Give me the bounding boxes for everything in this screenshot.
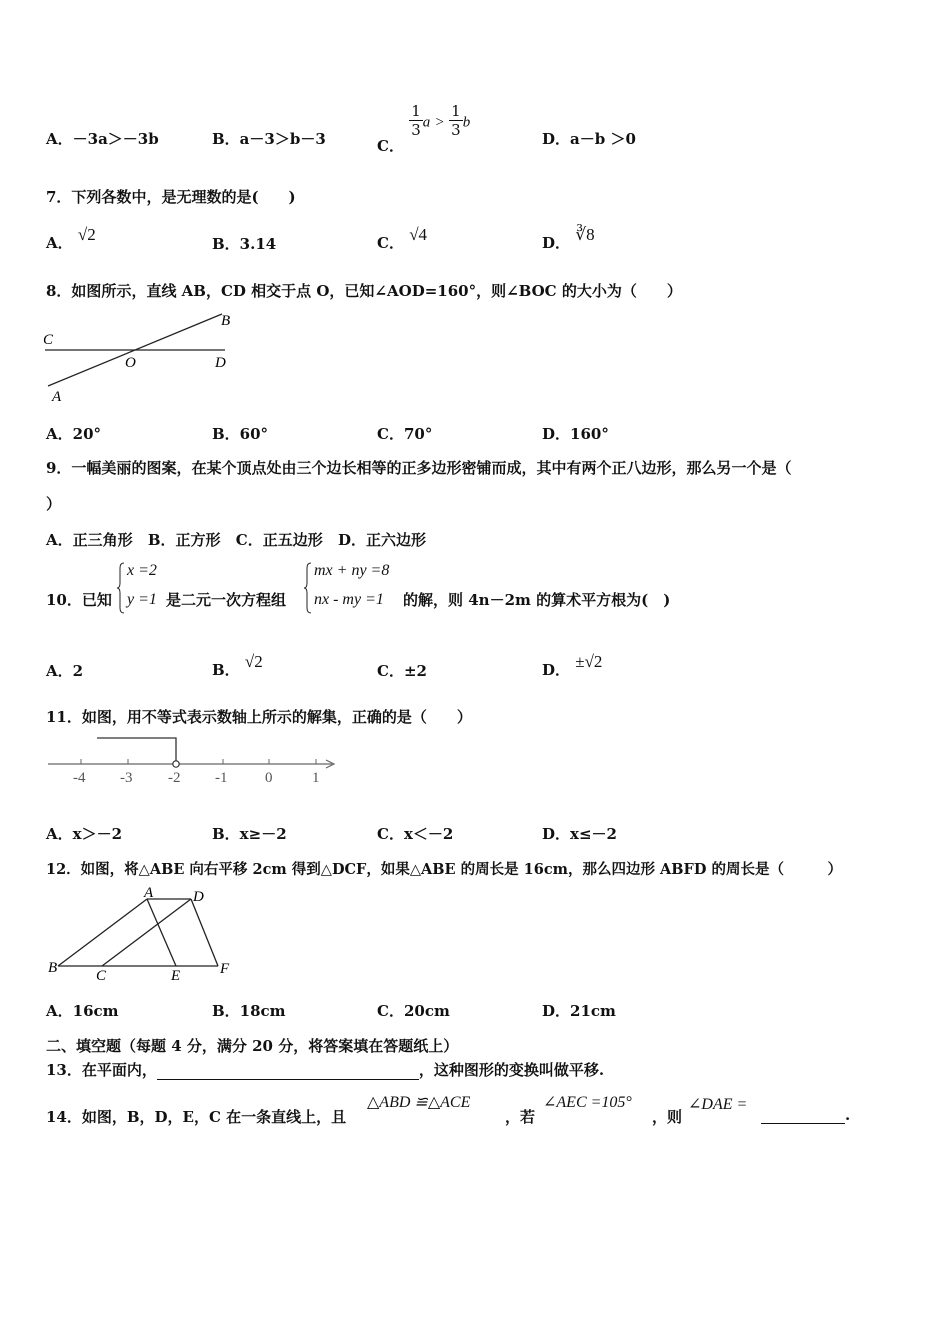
brace-icon — [117, 562, 125, 614]
brace-icon — [304, 562, 312, 614]
tick-label: 0 — [265, 770, 273, 786]
label-a: A — [144, 885, 154, 901]
section-2-heading: 二、填空题（每题 4 分，满分 20 分，将答案填在答题纸上） — [46, 1037, 459, 1055]
q14-then: ，则 — [652, 1108, 683, 1126]
q10-option-d-value: ±√2 — [575, 652, 603, 671]
q11-stem: 11．如图，用不等式表示数轴上所示的解集，正确的是（ ） — [46, 708, 472, 726]
tick-label: -2 — [168, 770, 181, 786]
system-1-line-2: y =1 — [127, 591, 157, 608]
q12-option-b: B．18cm — [212, 1002, 286, 1020]
fraction-denominator: 3 — [411, 121, 421, 139]
segment-ab — [58, 899, 147, 966]
label-a: A — [52, 389, 62, 404]
q11-option-a: A．x＞－2 — [46, 825, 123, 843]
q10-option-b-value: √2 — [244, 652, 263, 671]
q7-option-a-value: √2 — [77, 225, 96, 244]
q6-fraction-1 — [409, 102, 423, 139]
q11-option-b: B．x≥－2 — [212, 825, 287, 843]
q9-option-d: D．正六边形 — [337, 531, 426, 549]
q7-option-c-value: √4 — [409, 225, 428, 244]
q14-end: . — [845, 1106, 851, 1124]
q8-figure-intersecting-lines — [40, 308, 240, 404]
q14-prefix: 14．如图，B，D，E，C 在一条直线上，且 — [46, 1108, 347, 1126]
q9-option-c: C．正五边形 — [235, 531, 323, 549]
q8-option-d: D．160° — [542, 425, 609, 443]
option-label: A． — [46, 234, 73, 252]
option-label: C． — [377, 234, 404, 252]
q7-option-d — [542, 225, 595, 253]
fraction-numerator: 1 — [451, 102, 461, 120]
q10-middle: 是二元一次方程组 — [166, 591, 287, 609]
q6-option-b: B．a－3＞b－3 — [212, 130, 326, 148]
q7-option-b: B．3.14 — [212, 235, 277, 253]
q6-option-d: D．a－b ＞0 — [542, 130, 636, 148]
q10-option-a: A．2 — [46, 662, 84, 680]
q11-number-line — [40, 734, 350, 790]
label-o: O — [125, 355, 136, 371]
q14-answer — [761, 1106, 850, 1124]
label-c: C — [43, 332, 54, 348]
q14-congruence: △ABD ≌△ACE — [367, 1094, 471, 1111]
q8-option-b: B．60° — [212, 425, 269, 443]
q14-angle-aec: ∠AEC =105° — [543, 1094, 632, 1111]
q11-option-c: C．x＜－2 — [377, 825, 454, 843]
q10-option-d — [542, 652, 603, 680]
solution-set-bracket — [97, 738, 176, 761]
q14-angle-dae: ∠DAE = — [688, 1096, 748, 1113]
q12-figure-translation — [40, 884, 240, 986]
q12-stem: 12．如图，将△ABE 向右平移 2cm 得到△DCF，如果△ABE 的周长是 16cm，那么四边形 ABFD 的周长是（ ） — [46, 861, 842, 878]
q7-option-d-value: ∛8 — [575, 225, 595, 244]
q14-mid: ，若 — [505, 1108, 536, 1126]
fraction-numerator: 1 — [411, 102, 421, 120]
option-label: B． — [212, 661, 240, 679]
q10-option-b — [212, 652, 263, 680]
label-e: E — [171, 968, 181, 984]
segment-ae — [147, 899, 176, 966]
q6-fraction-2 — [449, 102, 463, 139]
q13-suffix: ，这种图形的变换叫做平移. — [418, 1061, 605, 1079]
segment-df — [191, 899, 218, 966]
tick-label: -4 — [73, 770, 86, 786]
label-d: D — [193, 889, 204, 905]
q7-option-a — [46, 225, 96, 253]
q6-option-c-label: C． — [377, 136, 404, 155]
q12-option-c: C．20cm — [377, 1002, 450, 1020]
variable: a — [422, 114, 431, 131]
tick-label: -3 — [120, 770, 133, 786]
system-2-line-2: nx - my =1 — [314, 591, 384, 608]
q6-option-c — [377, 102, 471, 155]
q14-answer-blank[interactable] — [761, 1107, 845, 1124]
fraction-denominator: 3 — [451, 121, 461, 139]
q11-option-d: D．x≤－2 — [542, 825, 617, 843]
label-f: F — [220, 961, 230, 977]
label-c: C — [96, 968, 107, 984]
q10-prefix: 10．已知 — [46, 591, 112, 609]
label-b: B — [48, 960, 58, 976]
q7-option-c — [377, 225, 428, 253]
q12-option-a: A．16cm — [46, 1002, 119, 1020]
q12-option-d: D．21cm — [542, 1002, 616, 1020]
option-label: D． — [542, 661, 571, 679]
open-circle-icon — [173, 761, 179, 767]
q10-option-c: C．±2 — [377, 662, 427, 680]
label-b: B — [221, 313, 231, 329]
q13 — [46, 1059, 604, 1080]
operator: > — [435, 114, 444, 131]
tick-label: 1 — [312, 770, 320, 786]
system-1-line-1: x =2 — [127, 562, 157, 579]
q10-suffix: 的解，则 4n－2m 的算术平方根为( ) — [403, 591, 671, 609]
q9-stem-line1: 9．一幅美丽的图案，在某个顶点处由三个边长相等的正多边形密铺而成，其中有两个正八边形，那么另一个是（ — [46, 459, 792, 477]
q9-option-a: A．正三角形 — [46, 531, 133, 549]
label-d: D — [215, 355, 226, 371]
q9-option-b: B．正方形 — [147, 531, 221, 549]
q6-option-a: A．－3a＞－3b — [46, 130, 159, 148]
variable: b — [462, 114, 471, 131]
tick-label: -1 — [215, 770, 228, 786]
q9-options — [46, 529, 426, 550]
q8-option-a: A．20° — [46, 425, 102, 443]
q9-stem-line2: ） — [46, 495, 62, 513]
q10-system-1 — [117, 560, 165, 616]
option-label: D． — [542, 234, 571, 252]
q8-option-c: C．70° — [377, 425, 433, 443]
q13-prefix: 13．在平面内， — [46, 1061, 157, 1079]
q10-system-2 — [304, 560, 402, 616]
system-2-line-1: mx + ny =8 — [314, 562, 390, 579]
q13-answer-blank[interactable] — [157, 1063, 419, 1080]
q7-stem: 7．下列各数中，是无理数的是( ) — [46, 188, 296, 206]
segment-dc — [102, 899, 191, 966]
q8-stem: 8．如图所示，直线 AB，CD 相交于点 O，已知∠AOD=160°，则∠BOC 的大小为（ ） — [46, 282, 682, 300]
